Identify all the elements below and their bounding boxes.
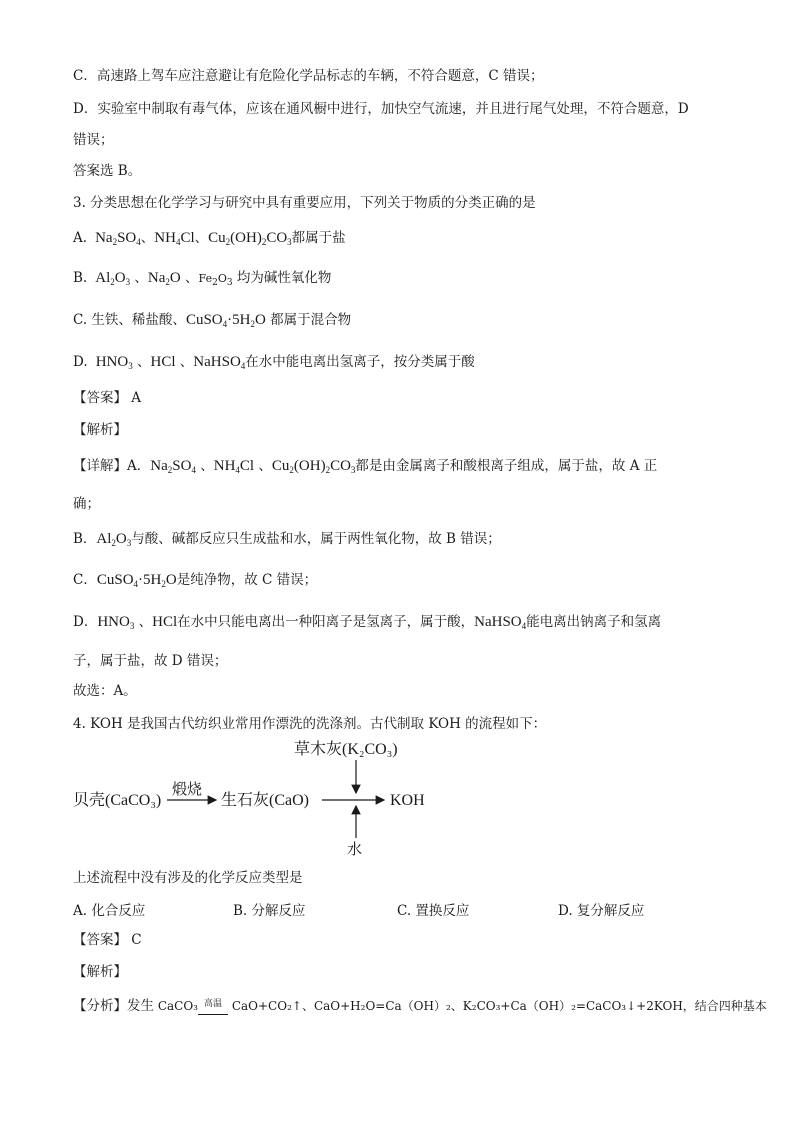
flow-arrow-label: 煅烧 [172, 780, 203, 798]
option-3a: A. $Na_2SO_4$、$NH_4Cl$、$Cu_2(OH)_2CO_3$都属于盐 [73, 230, 346, 247]
option-3c: C. 生铁、稀盐酸、$CuSO_4\cdot 5H_2O$ 都属于混合物 [73, 312, 352, 329]
option-3d: D. $HNO_3$ 、HCl 、NaHSO$_4$在水中能电离出氢离子，按分类属于酸 [73, 354, 475, 371]
option-4d: D. 复分解反应 [558, 903, 645, 919]
detail-text: 是纯净物，故 C 错误； [176, 572, 318, 588]
detail-text: 与酸、碱都反应只生成盐和水，属于两性氧化物，故 B 错误； [131, 531, 501, 547]
analysis-reactant: CaCO₃ [157, 999, 198, 1013]
option-4b: B. 分解反应 [233, 903, 306, 919]
detail-text: 能电离出钠离子和氢离 [526, 614, 662, 630]
analysis-3-heading: 【解析】 [73, 422, 127, 438]
detail-label: B． [73, 531, 97, 547]
text-line-d-cont: 错误； [73, 132, 114, 148]
detail-3a: 【详解】A．$Na_2SO_4$ 、$NH_4Cl$ 、$Cu_2(OH)_2CO_3$都是由金属离子和酸根离子组成，属于盐，故 A 正 [73, 458, 658, 475]
analysis-label: 【分析】发生 [73, 998, 154, 1014]
option-text: 在水中能电离出氢离子，按分类属于酸 [245, 354, 475, 370]
condition-arrow [198, 994, 228, 1015]
answer-4 [73, 930, 734, 950]
option-label: A. [73, 230, 88, 246]
option-label: D. [73, 354, 88, 370]
detail-text: 都是由金属离子和酸根离子组成，属于盐，故 A 正 [355, 458, 658, 474]
option-4c: C. 置换反应 [397, 903, 470, 919]
detail-text: 在水中只能电离出一种阳离子是氢离子，属于酸， [177, 614, 475, 630]
option-label: C. 生铁、稀盐酸、 [73, 312, 186, 328]
answer-label: 【答案】 [73, 390, 127, 406]
option-text: 都属于盐 [291, 230, 346, 246]
answer-value: A [131, 390, 142, 406]
choose-3: 故选：A。 [73, 683, 137, 699]
option-label: B. [73, 270, 88, 286]
detail-label: D． [73, 614, 98, 630]
analysis-4 [73, 994, 767, 1016]
answer-choice-b: 答案选 B。 [73, 163, 142, 179]
analysis-text: CaO+CO₂↑、CaO+H₂O=Ca（OH）₂、K₂CO₃+Ca（OH）₂=CaCO₃↓+2KOH，结合四种基本 [231, 999, 767, 1013]
detail-3d: D．$HNO_3$ 、HCl在水中只能电离出一种阳离子是氢离子，属于酸，NaHSO$_4$能电离出钠离子和氢离 [73, 614, 662, 631]
flow-top-node: 草木灰(K₂CO₃) [294, 741, 398, 758]
option-text: 都属于混合物 [270, 312, 352, 328]
answer-label: 【答案】 [73, 932, 127, 948]
detail-3b: B．$Al_2O_3$与酸、碱都反应只生成盐和水，属于两性氧化物，故 B 错误； [73, 531, 501, 548]
detail-3c: C．$CuSO_4\cdot 5H_2O$是纯净物，故 C 错误； [73, 572, 318, 589]
detail-label: 【详解】A． [73, 458, 151, 474]
question-3: 3. 分类思想在化学学习与研究中具有重要应用，下列关于物质的分类正确的是 [73, 195, 536, 211]
text-line-c: C．高速路上驾车应注意避让有危险化学品标志的车辆，不符合题意，C 错误； [73, 68, 544, 84]
flow-bottom-node: 水 [347, 840, 363, 858]
option-4a: A. 化合反应 [73, 903, 146, 919]
detail-3d-cont: 子，属于盐，故 D 错误； [73, 653, 228, 669]
option-3b: B. $Al_2O_3$ 、$Na_2O$ 、$Fe_2O_3$ 均为碱性氧化物 [73, 270, 332, 288]
detail-3a-cont: 确； [73, 496, 100, 512]
question-4: 4. KOH 是我国古代纺织业常用作漂洗的洗涤剂。古代制取 KOH 的流程如下： [73, 716, 547, 732]
detail-label: C． [73, 572, 97, 588]
question-4-stem: 上述流程中没有涉及的化学反应类型是 [73, 870, 303, 886]
option-text: 均为碱性氧化物 [236, 270, 332, 286]
flow-mid-node: 生石灰(CaO) [221, 792, 309, 809]
text-line-d: D．实验室中制取有毒气体，应该在通风橱中进行，加快空气流速，并且进行尾气处理，不符合题意，D [73, 101, 689, 117]
analysis-4-heading: 【解析】 [73, 964, 127, 980]
answer-value: C [131, 932, 142, 948]
condition-label: 高温 [203, 999, 222, 1009]
flow-left-node: 贝壳(CaCO₃) [73, 792, 162, 809]
flow-right-node: KOH [390, 792, 425, 809]
